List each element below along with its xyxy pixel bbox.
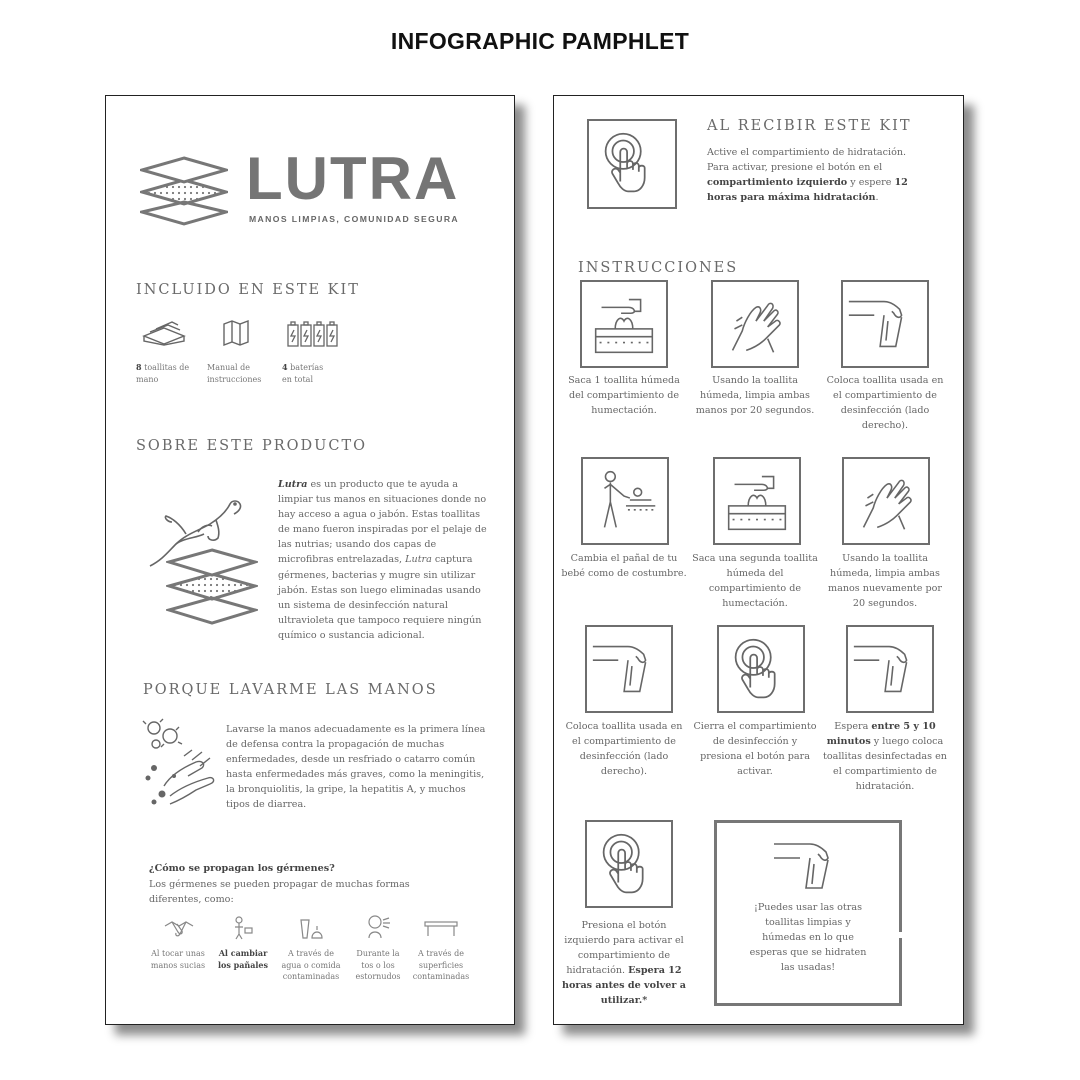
step-card-1 [580, 280, 668, 368]
press-button-icon [719, 627, 803, 711]
diaper-icon [231, 916, 253, 940]
brand-tagline: MANOS LIMPIAS, COMUNIDAD SEGURA [249, 214, 460, 224]
spread-item-food: A través de agua o comida contaminadas [281, 949, 341, 981]
step-caption-3: Coloca toallita usada en el compartimiento de desinfección (lado derecho). [826, 375, 944, 432]
wipes-icon [142, 320, 186, 346]
included-heading: INCLUIDO EN ESTE KIT [136, 282, 360, 298]
sneeze-icon [365, 914, 393, 940]
step-card-8 [717, 625, 805, 713]
spread-item-sneeze: Durante la tos o los estornudos [355, 949, 401, 981]
press-button-icon [589, 121, 673, 205]
hand-wipe-icon [848, 627, 932, 711]
why-text: Lavarse la manos adecuadamente es la primera línea de defensa contra la propagación de muchas enfermedades, desde un resfriado o catarro común hasta enfermedades más graves, como la meningitis, la bronquiolitis, la gripe, la hepatitis A, y muchos tipos de diarrea. [226, 724, 486, 811]
step-caption-7: Coloca toallita usada en el compartimiento de desinfección (lado derecho). [565, 721, 683, 778]
step-card-4 [581, 457, 669, 545]
wipe-box-icon [582, 282, 666, 366]
germs-handwash-icon [140, 716, 220, 808]
step-card-6 [842, 457, 930, 545]
spread-item-surface: A través de superficies contaminadas [412, 949, 470, 981]
baby-changing-icon [583, 459, 667, 543]
spread-question: ¿Cómo se propagan los gérmenes? [149, 863, 335, 874]
step-caption-10: Presiona el botón izquierdo para activar el compartimiento de hidratación. Espera 12 horas antes de volver a utilizar.* [562, 920, 686, 1007]
step-card-9 [846, 625, 934, 713]
step-caption-1: Saca 1 toallita húmeda del compartimiento de humectación. [568, 375, 680, 417]
receive-press-button-card [587, 119, 677, 209]
step-card-5 [713, 457, 801, 545]
brand-name: LUTRA [246, 145, 460, 212]
wipe-box-icon [715, 459, 799, 543]
wiping-hands-icon [713, 282, 797, 366]
wiping-hands-icon [844, 459, 928, 543]
step-caption-8: Cierra el compartimiento de desinfección y presiona el botón para activar. [693, 721, 817, 778]
why-heading: PORQUE LAVARME LAS MANOS [143, 682, 438, 698]
step-caption-2: Usando la toallita húmeda, limpia ambas manos por 20 segundos. [695, 375, 815, 417]
lutra-layers-logo-icon [140, 154, 228, 226]
step-card-2 [711, 280, 799, 368]
instructions-heading: INSTRUCCIONES [578, 260, 739, 276]
hand-wipe-icon [587, 627, 671, 711]
batteries-icon [286, 320, 342, 348]
step-card-7 [585, 625, 673, 713]
fabric-layers-icon [166, 546, 258, 626]
kit-item-wipes: 8 toallitas de mano [136, 362, 190, 384]
manual-icon [222, 320, 250, 346]
note-text: ¡Puedes usar las otras toallitas limpias y húmedas en lo que esperas que se hidraten las usadas! [749, 902, 867, 974]
receive-text: Active el compartimiento de hidratación. Para activar, presione el botón en el compartimiento izquierdo y espere 12 horas para máxima hidratación. [707, 147, 908, 204]
spread-item-diapers: Al cambiar los pañales [217, 948, 269, 970]
food-drink-icon [298, 916, 324, 940]
handshake-icon [164, 918, 194, 940]
surface-icon [424, 920, 458, 938]
about-heading: SOBRE ESTE PRODUCTO [136, 438, 368, 454]
step-card-3 [841, 280, 929, 368]
step-caption-9: Espera entre 5 y 10 minutos y luego coloca toallitas desinfectadas en el compartimiento de hidratación. [823, 721, 947, 793]
step-caption-4: Cambia el pañal de tu bebé como de costumbre. [561, 553, 687, 580]
about-text: Lutra es un producto que te ayuda a limpiar tus manos en situaciones donde no hay acceso a agua o jabón. Estas toallitas de mano fueron inspiradas por el pelaje de las nutrias; usando dos capas de microfibras entrelazadas, Lutra captura gérmenes, bacterias y mugre sin utilizar jabón. Estas son luego eliminadas usando un sistema de desinfección natural ultravioleta que tampoco requiere ningún químico o sustancia adicional. [278, 479, 487, 641]
spread-item-touch: Al tocar unas manos sucias [150, 949, 206, 970]
kit-item-manual: Manual de instrucciones [207, 363, 262, 384]
spread-text: Los gérmenes se pueden propagar de muchas formas diferentes, como: [149, 879, 410, 906]
step-caption-6: Usando la toallita húmeda, limpia ambas manos nuevamente por 20 segundos. [828, 553, 942, 610]
left-panel [105, 95, 515, 1025]
kit-item-batteries: 4 baterías en total [282, 362, 324, 384]
receive-heading: AL RECIBIR ESTE KIT [707, 118, 912, 134]
right-panel [553, 95, 964, 1025]
press-button-icon [587, 822, 671, 906]
step-card-10 [585, 820, 673, 908]
hand-wipe-icon [770, 834, 850, 896]
page-title: INFOGRAPHIC PAMPHLET [390, 28, 690, 54]
step-caption-5: Saca una segunda toallita húmeda del compartimiento de humectación. [692, 553, 818, 610]
hand-wipe-icon [843, 282, 927, 366]
